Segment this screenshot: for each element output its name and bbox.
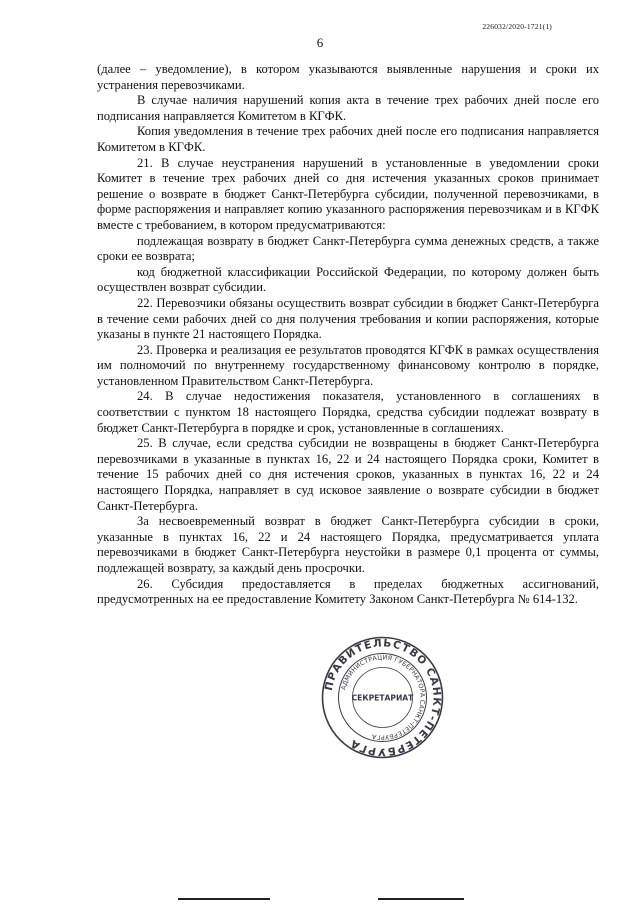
paragraph-21-amount: подлежащая возврату в бюджет Санкт-Петербурга сумма денежных средств, а также сроки ее возврата; [97, 233, 599, 264]
paragraph-21: 21. В случае неустранения нарушений в установленные в уведомлении сроки Комитет в течение трех рабочих дней со дня истечения указанных сроков принимает решение о возврате в бюджет Санкт-Петербурга субсидии, полученной перевозчиками, в форме распоряжения и направляет копию указанного распоряжения перевозчикам и в КГФК вместе с требованием, в котором предусматриваются: [97, 155, 599, 232]
footer-rule-right [378, 898, 464, 900]
page-number: 6 [316, 35, 324, 50]
paragraph-notice-copy: Копия уведомления в течение трех рабочих дней после его подписания направляется Комитетом в КГФК. [97, 124, 599, 154]
footer-rule-left [178, 898, 270, 900]
paragraph-act-copy: В случае наличия нарушений копия акта в течение трех рабочих дней после его подписания направляется Комитетом в КГФК. [97, 93, 599, 123]
government-seal [320, 635, 445, 760]
seal-inner-text: АДМИНИСТРАЦИЯ ГУБЕРНАТОРА САНКТ-ПЕТЕРБУРГА [340, 654, 426, 741]
paragraph-notice-continuation: (далее – уведомление), в котором указываются выявленные нарушения и сроки их устранения перевозчиками. [97, 62, 599, 92]
paragraph-25: 25. В случае, если средства субсидии не возвращены в бюджет Санкт-Петербурга перевозчиками в указанные в пунктах 16, 22 и 24 настоящего Порядка сроки, Комитет в течение 15 рабочих дней со дня истечения сроков, указанных в пунктах 16, 22 и 24 настоящего Порядка, направляет в суд исковое заявление о возврате субсидии в бюджет Санкт-Петербурга. [97, 436, 599, 513]
document-body [97, 62, 599, 608]
paragraph-26: 26. Субсидия предоставляется в пределах бюджетных ассигнований, предусмотренных на ее предоставление Комитету Законом Санкт-Петербурга № 614-132. [97, 576, 599, 607]
paragraph-22: 22. Перевозчики обязаны осуществить возврат субсидии в бюджет Санкт-Петербурга в течение семи рабочих дней со дня получения требования и копии распоряжения, которые указаны в пункте 21 настоящего Порядка. [97, 295, 599, 342]
paragraph-24: 24. В случае недостижения показателя, установленного в соглашениях в соответствии с пунктом 18 настоящего Порядка, средства субсидии подлежат возврату в бюджет Санкт-Петербурга в порядке и срок, установленные в соглашениях. [97, 389, 599, 435]
seal-outer-text: ПРАВИТЕЛЬСТВО САНКТ-ПЕТЕРБУРГА [322, 637, 443, 758]
paragraph-21-code: код бюджетной классификации Российской Федерации, по которому должен быть осуществлен возврат субсидии. [97, 264, 599, 295]
seal-center-text: СЕКРЕТАРИАТ [351, 693, 414, 703]
document-number: 226032/2020-1721(1) [482, 22, 552, 31]
paragraph-23: 23. Проверка и реализация ее результатов проводятся КГФК в рамках осуществления им полномочий по внутреннему государственному финансовому контролю в порядке, установленном Правительством Санкт-Петербурга. [97, 342, 599, 388]
paragraph-25-penalty: За несвоевременный возврат в бюджет Санкт-Петербурга субсидии в сроки, указанные в пунктах 16, 22 и 24 настоящего Порядка, предусматривается уплата перевозчиками в бюджет Санкт-Петербурга неустойки в размере 0,1 процента от суммы, подлежащей возврату, за каждый день просрочки. [97, 514, 599, 575]
